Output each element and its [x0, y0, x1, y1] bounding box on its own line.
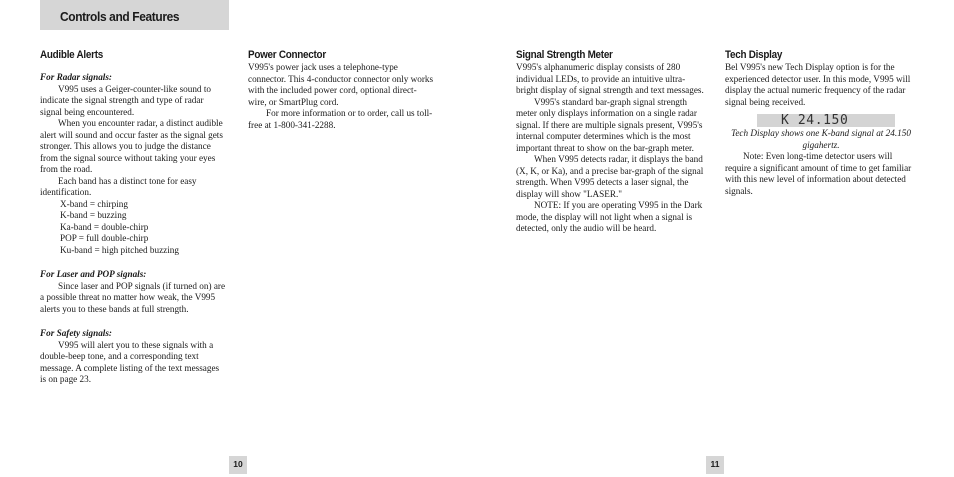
paragraph: Note: Even long-time detector users will require a significant amount of time to get familiar with this new level of information about detected signals. — [725, 151, 912, 196]
band-item: X-band = chirping — [60, 198, 128, 209]
subheading-laser-pop: For Laser and POP signals: — [40, 269, 147, 279]
paragraph: Each band has a distinct tone for easy identification. — [40, 175, 197, 197]
figure-caption: Tech Display shows one K-band signal at 24.150 gigahertz. — [731, 128, 911, 150]
paragraph: When V995 detects radar, it displays the band (X, K, or Ka), and a precise bar-graph of the signal strength. When V995 detects a laser signal, the display will show "LASER." — [516, 154, 704, 199]
tech-display-screen — [757, 114, 895, 127]
paragraph: For more information or to order, call us toll-free at 1-800-341-2288. — [248, 108, 433, 130]
subheading-radar: For Radar signals: — [40, 72, 112, 82]
paragraph: V995's power jack uses a telephone-type connector. This 4-conductor connector only works with the included power cord, optional direct-wire, or SmartPlug cord. — [248, 62, 434, 107]
band-item: K-band = buzzing — [60, 210, 127, 220]
column-power-connector — [248, 49, 434, 131]
band-item: POP = full double-chirp — [60, 233, 149, 243]
paragraph: V995's standard bar-graph signal strength meter only displays information on a single radar signal. If there are multiple signals present, V995's internal computer determines which is the most important threat to show on the bar-graph meter. — [516, 96, 703, 153]
section-title: Controls and Features — [60, 9, 180, 24]
column-signal-strength-meter — [516, 49, 706, 235]
page-number-right: 11 — [706, 456, 724, 474]
paragraph: V995 will alert you to these signals with a double-beep tone, and a corresponding text message. A complete listing of the text messages is on page 23. — [40, 339, 220, 384]
subheading-safety: For Safety signals: — [40, 328, 112, 338]
band-item: Ku-band = high pitched buzzing — [60, 244, 179, 255]
paragraph: When you encounter radar, a distinct audible alert will sound and occur faster as the signal gets stronger. This allows you to judge the distance from the signal source without taking your eyes from the road. — [40, 118, 223, 174]
paragraph: Since laser and POP signals (if turned on) are a possible threat no matter how weak, the V995 alerts you to these bands at full strength. — [40, 280, 226, 314]
column-tech-display — [725, 49, 917, 197]
section-header — [40, 0, 229, 30]
paragraph: Bel V995's new Tech Display option is for the experienced detector user. In this mode, V995 will display the actual numeric frequency of the radar signal being received. — [725, 62, 911, 107]
heading-audible-alerts: Audible Alerts — [40, 49, 103, 61]
heading-signal-strength-meter: Signal Strength Meter — [516, 49, 613, 61]
heading-power-connector: Power Connector — [248, 49, 326, 61]
band-item: Ka-band = double-chirp — [60, 221, 149, 232]
paragraph: V995's alphanumeric display consists of 280 individual LEDs, to provide an intuitive ultra-bright display of signal strength and text messages. — [516, 62, 704, 95]
paragraph: V995 uses a Geiger-counter-like sound to indicate the signal strength and type of radar signal being encountered. — [40, 83, 211, 117]
heading-tech-display: Tech Display — [725, 49, 783, 61]
page-number-left: 10 — [229, 456, 247, 474]
column-audible-alerts — [40, 49, 226, 386]
paragraph: NOTE: If you are operating V995 in the Dark mode, the display will not light when a signal is detected, only the audio will be heard. — [516, 200, 703, 233]
tech-display-readout: K 24.150 — [781, 113, 849, 128]
